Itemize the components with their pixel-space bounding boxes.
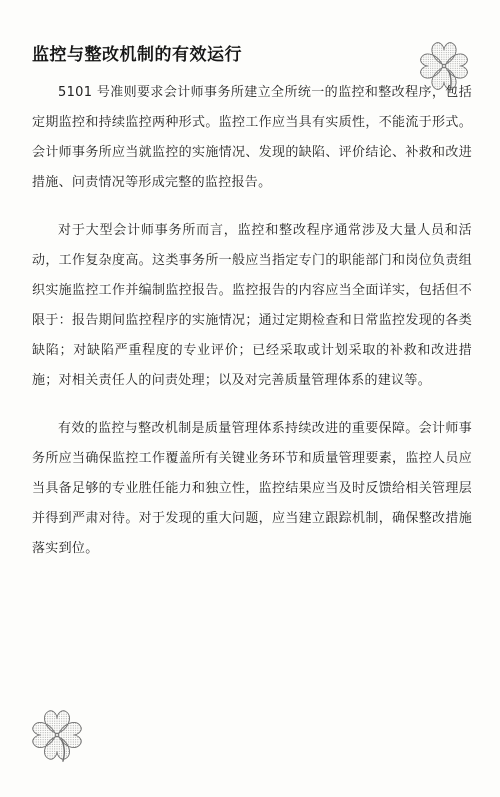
paragraph: 5101 号准则要求会计师事务所建立全所统一的监控和整改程序，包括定期监控和持续监控两种形式。监控工作应当具有实质性，不能流于形式。会计师事务所应当就监控的实施情况、发现的缺陷、评价结论、补救和改进措施、问责情况等形成完整的监控报告。 [32, 85, 472, 190]
four-leaf-clover-icon [28, 706, 86, 764]
page-title: 监控与整改机制的有效运行 [32, 45, 242, 65]
paragraph: 有效的监控与整改机制是质量管理体系持续改进的重要保障。会计师事务所应当确保监控工作覆盖所有关键业务环节和质量管理要素，监控人员应当具备足够的专业胜任能力和独立性，监控结果应当及时反馈给相关管理层并得到严肃对待。对于发现的重大问题，应当建立跟踪机制，确保整改措施落实到位。 [32, 421, 472, 556]
paragraph: 对于大型会计师事务所而言，监控和整改程序通常涉及大量人员和活动，工作复杂度高。这类事务所一般应当指定专门的职能部门和岗位负责组织实施监控工作并编制监控报告。监控报告的内容应当全面详实，包括但不限于：报告期间监控程序的实施情况；通过定期检查和日常监控发现的各类缺陷；对缺陷严重程度的专业评价；已经采取或计划采取的补救和改进措施；对相关责任人的问责处理；以及对完善质量管理体系的建议等。 [32, 223, 472, 388]
document-body [32, 78, 472, 582]
